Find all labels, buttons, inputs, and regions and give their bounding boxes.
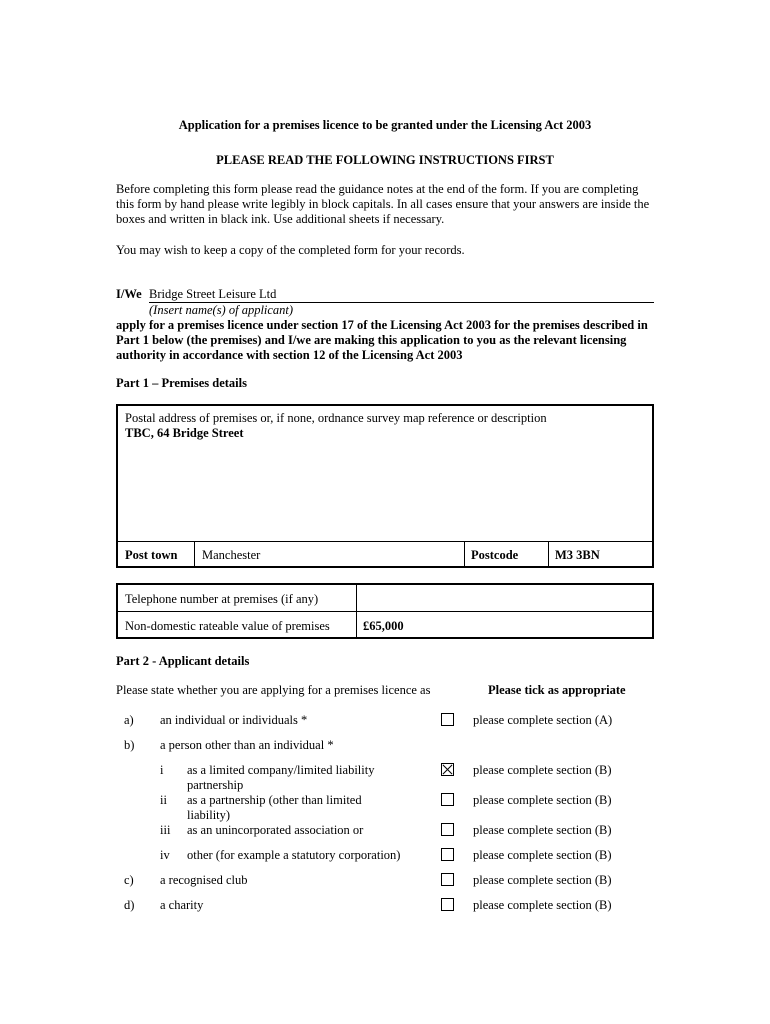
telephone-label: Telephone number at premises (if any) — [125, 592, 319, 606]
postcode-value[interactable]: M3 3BN — [555, 548, 600, 562]
option-a-checkbox[interactable] — [441, 713, 454, 726]
option-b-iv-checkbox[interactable] — [441, 848, 454, 861]
telephone-value[interactable] — [363, 592, 648, 607]
option-b-ii-marker: ii — [160, 793, 167, 807]
option-b-ii-note: please complete section (B) — [473, 793, 612, 807]
option-b-i-checkbox[interactable] — [441, 763, 454, 776]
option-b-iv-label: other (for example a statutory corporation) — [187, 848, 401, 862]
instructions-text: Before completing this form please read the guidance notes at the end of the form. If you are completing this form by hand please write legibly in block capitals. In all cases ensure that your answers are inside the boxes and written in black ink. Use additional sheets if necessary. — [116, 182, 650, 226]
option-b-ii-checkbox[interactable] — [441, 793, 454, 806]
instructions-heading: PLEASE READ THE FOLLOWING INSTRUCTIONS FIRST — [216, 153, 554, 167]
option-b-iv-marker: iv — [160, 848, 170, 862]
option-c-label: a recognised club — [160, 873, 248, 887]
rateable-value[interactable]: £65,000 — [363, 619, 404, 633]
tick-heading: Please tick as appropriate — [488, 683, 626, 697]
part2-question: Please state whether you are applying for a premises licence as — [116, 683, 431, 697]
rateable-label: Non-domestic rateable value of premises — [125, 619, 330, 633]
option-d-checkbox[interactable] — [441, 898, 454, 911]
option-b-i-marker: i — [160, 763, 164, 777]
option-b-iv-note: please complete section (B) — [473, 848, 612, 862]
option-d-marker: d) — [124, 898, 135, 912]
applicant-name-hint: (Insert name(s) of applicant) — [149, 303, 294, 317]
part1-heading: Part 1 – Premises details — [116, 376, 247, 390]
applicant-name-field[interactable] — [149, 287, 654, 303]
applicant-statement: apply for a premises licence under section 17 of the Licensing Act 2003 for the premises described in Part 1 below (the premises) and I/we are making this application to you as the relevant licensing authority in accordance with section 12 of the Licensing Act 2003 — [116, 318, 648, 362]
copy-note: You may wish to keep a copy of the completed form for your records. — [116, 243, 465, 257]
address-label: Postal address of premises or, if none, ordnance survey map reference or description — [125, 411, 547, 425]
option-c-note: please complete section (B) — [473, 873, 612, 887]
applicant-name: Bridge Street Leisure Ltd — [149, 287, 277, 301]
premises-address-box[interactable] — [116, 404, 654, 568]
option-b-i-note: please complete section (B) — [473, 763, 612, 777]
option-b-i-label: as a limited company/limited liability partnership — [187, 763, 375, 792]
option-b-ii-label: as a partnership (other than limited liability) — [187, 793, 362, 822]
option-a-label: an individual or individuals * — [160, 713, 308, 727]
option-b-iii-marker: iii — [160, 823, 171, 837]
option-c-checkbox[interactable] — [441, 873, 454, 886]
option-c-marker: c) — [124, 873, 134, 887]
option-b-iii-note: please complete section (B) — [473, 823, 612, 837]
premises-contact-box — [116, 583, 654, 639]
option-a-note: please complete section (A) — [473, 713, 613, 727]
option-b-iii-label: as an unincorporated association or — [187, 823, 364, 837]
applicant-prefix: I/We — [116, 287, 142, 301]
postcode-label: Postcode — [471, 548, 519, 562]
option-d-note: please complete section (B) — [473, 898, 612, 912]
post-town-label: Post town — [125, 548, 178, 562]
address-value: TBC, 64 Bridge Street — [125, 426, 244, 440]
part2-heading: Part 2 - Applicant details — [116, 654, 250, 668]
form-title: Application for a premises licence to be granted under the Licensing Act 2003 — [178, 118, 592, 132]
option-a-marker: a) — [124, 713, 134, 727]
option-d-label: a charity — [160, 898, 204, 912]
post-town-value[interactable]: Manchester — [202, 548, 261, 562]
option-b-label: a person other than an individual * — [160, 738, 334, 752]
option-b-iii-checkbox[interactable] — [441, 823, 454, 836]
option-b-marker: b) — [124, 738, 135, 752]
